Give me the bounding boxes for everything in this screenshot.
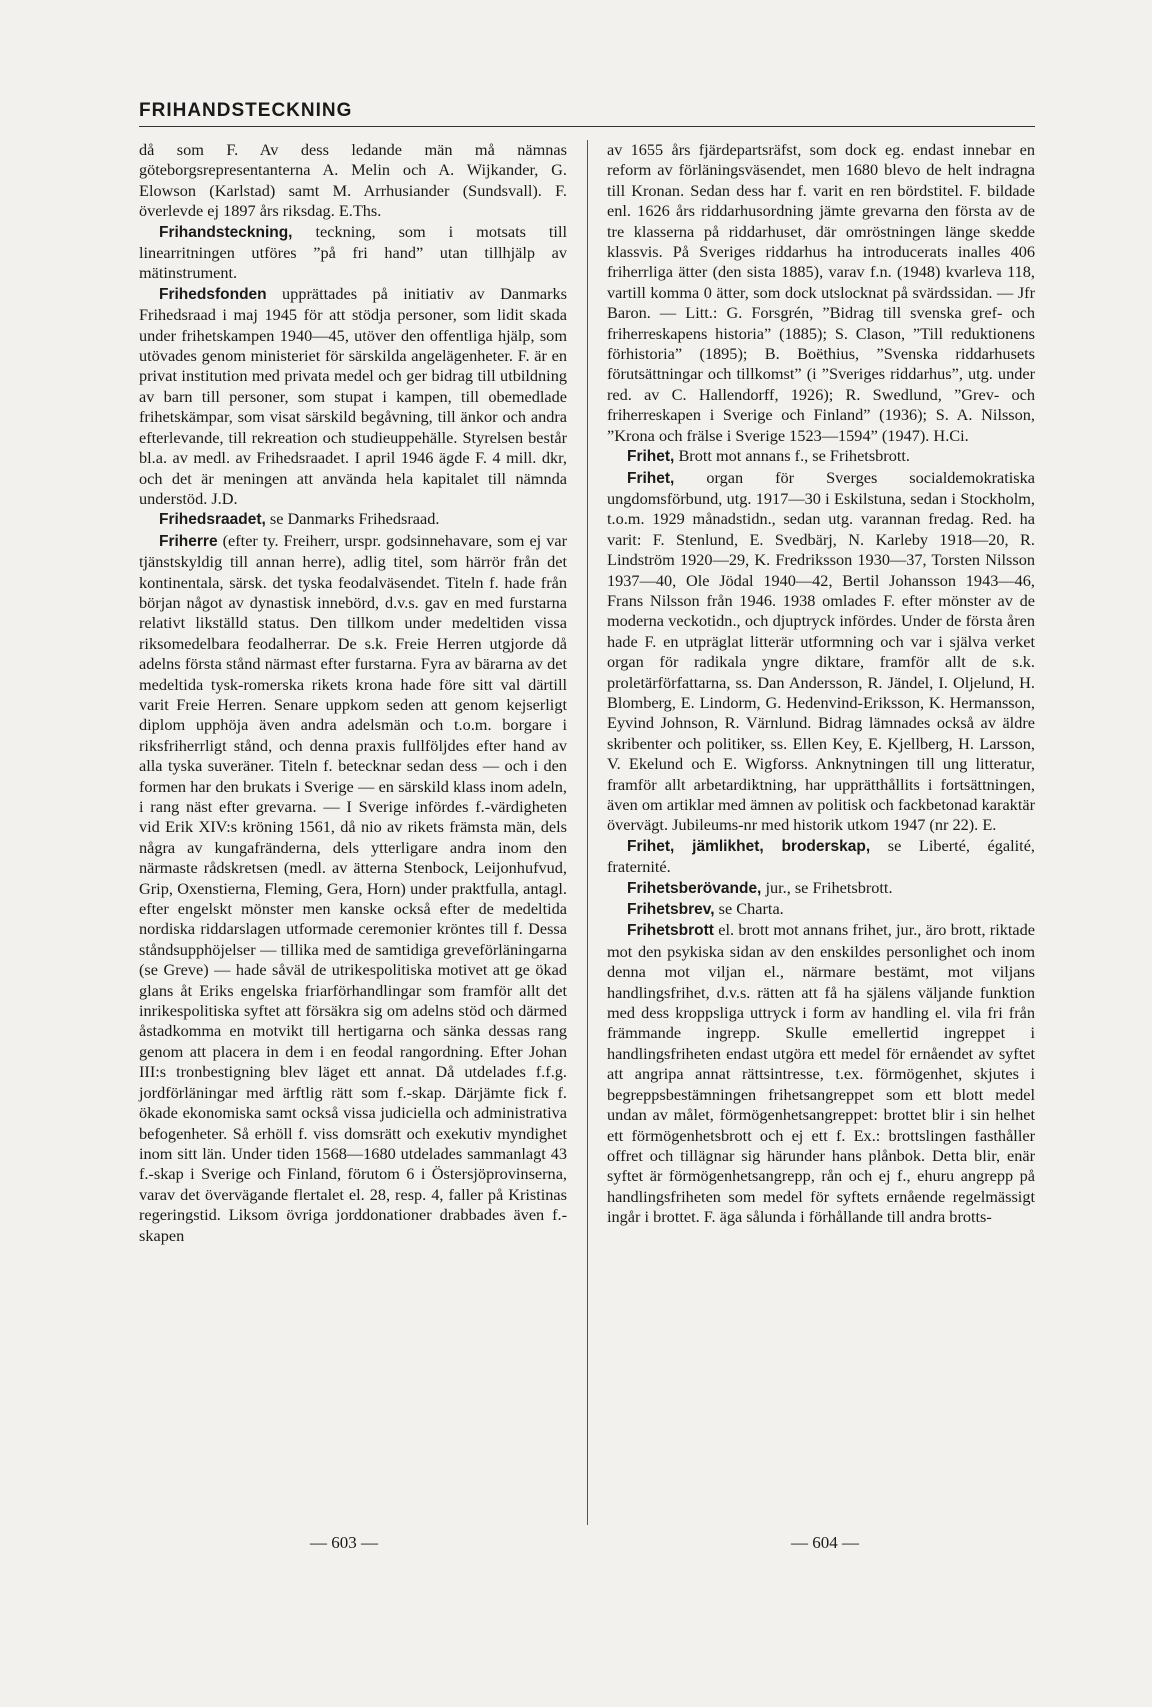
entry-frihetsberovande [607,878,1035,899]
headword: Frihandsteckning, [159,223,293,241]
entry-text: jur., se Frihetsbrott. [761,877,893,897]
right-column [607,140,1035,1228]
entry-text: se Danmarks Frihedsraad. [265,509,440,529]
entry-frihedsraadet [139,509,567,530]
column-divider [587,140,588,1525]
entry-continuation: av 1655 års fjärdepartsräfst, som dock eg. endast innebar en reform av förläningsväsendet, men 1680 blevo de helt indragna till Kronan. Sedan dess har f. varit en ren bördstitel. F. bildade enl. 1626 års riddarhusordning jämte grevarna den första av de tre klasserna på riddarhuset, där omröstningen länge skedde klassvis. På Sveriges riddarhus ha introducerats inalles 406 friherrliga ätter (den sista 1885), varav f.n. (1948) kvarleva 118, vartill komma 0 ätter, som dock utslocknat på svärdssidan. — Jfr Baron. — Litt.: G. Forsgrén, ”Bidrag till svenska gref- och friherreskapens historia” (1885); S. Clason, ”Till reduktionens förhistoria” (1895); B. Boëthius, ”Svenska riddarhusets förutsättningar och tillkomst” (i ”Sveriges riddarhus”, utg. under red. av C. Hallendorff, 1926); R. Swedlund, ”Grev- och friherreskapen i Sverige och Finland” (1936); S. A. Nilsson, ”Krona och frälse i Sverige 1523—1594” (1947). H.Ci. [607,140,1035,445]
entry-text: el. brott mot annans frihet, jur., äro brott, riktade mot den psykiska sidan av den enskildes personlighet och inom denna mot viljan el., närmare bestämt, mot viljans handlingsfrihet, d.v.s. rätten att få ha själens väljande funktion med dess kroppsliga uttryck i form av handling el. vila fri från främmande ingrepp. Skulle emellertid ingreppet i handlingsfriheten endast utgöra ett medel för ernåendet av syftet att angripa annat rättsintresse, t.ex. förmögenhet, skjutes i begreppsbestämningen frihetsangreppet som ett blott medel undan av målet, förmögenhetsangreppet: brottet blir i sin helhet ett förmögenhetsbrott och ej ett f. Ex.: brottslingen fasthåller offret och tillägnar sig härunder hans plånbok. Detta blir, enär syftet är förmögenhetsangrepp, rån och ej f., ehuru angrepp på handlingsfriheten som medel för syftets ernående regelmässigt ingår i brottet. F. äga sålunda i förhållande till andra brotts- [607,920,1035,1227]
headword: Frihedsfonden [159,285,267,303]
headword: Frihet, [627,469,675,487]
headword: Friherre [159,532,218,550]
entry-text: (efter ty. Freiherr, urspr. godsinnehavare, som ej var tjänstskyldig till annan herre), adlig titel, som härrör från det kontinentala, särsk. det tyska feodalväsendet. Titeln f. hade från början något av dynastisk innebörd, d.v.s. gav en med furstarna relativt likställd status. Den tillkom under medeltiden vissa riksomedelbara feodalherrar. De s.k. Freie Herren utgjorde då adelns första stånd närmast efter furstarna. Fyra av bärarna av det medeltida tysk-romerska rikets krona hade före sitt val därtill varit Freie Herren. Senare uppkom seden att genom kejserligt diplom upphöja även andra adelsmän och t.o.m. borgare i riksfriherrligt stånd, och denna praxis fullföljdes efter hand av alla tyska suveräner. Titeln f. betecknar sedan dess — och i den formen har den brukats i Sverige — en särskild klass inom adeln, i rang näst efter grevarna. — I Sverige infördes f.-värdigheten vid Erik XIV:s kröning 1561, då nio av rikets främsta män, dels några av kungafränderna, dels ytterligare andra inom den närmaste rådskretsen (medl. av ätterna Stenbock, Leijonhufvud, Grip, Oxenstierna, Fleming, Gera, Horn) under praktfulla, antagl. efter engelskt mönster men kanske också efter de medeltida nordiska riddarslagen utformade ceremonier kröntes till f. Dessa ståndsupphöjelser — tillika med de samtidiga greveförläningarna (se Greve) — hade såväl de utrikespolitiska motivet att ge ökad glans åt Eriks engelska friarförhandlingar som framför allt det inrikespolitiska syftet att försäkra sig om adelns stöd och därmed åstadkomma en motvikt till hertigarna och sänka dessas rang genom att placera in dem i en feodal rangordning. Efter Johan III:s tronbestigning blev läget ett annat. Då utdelades f.f.g. jordförläningar med ärftlig rätt som f.-skap. Därjämte fick f. ökade ekonomiska samt också vissa judiciella och administrativa befogenheter. Så erhöll f. viss domsrätt och exekutiv myndighet inom sitt län. Under tiden 1568—1680 utdelades sammanlagt 43 f.-skap i Sverige och Finland, förutom 6 i Östersjöprovinserna, varav det övervägande flertalet el. 28, resp. 4, faller på Kristinas regeringstid. Liksom övriga jorddonationer drabbades även f.-skapen [139,530,567,1245]
headword: Frihedsraadet, [159,511,266,529]
entry-continuation: då som F. Av dess ledande män må nämnas göteborgsrepresentanterna A. Melin och A. Wijkander, G. Elowson (Karlstad) samt M. Arrhusiander (Sundsvall). F. överlevde ej 1897 års riksdag. E.Ths. [139,140,567,221]
entry-text: se Charta. [714,899,784,919]
headword: Frihet, [627,448,675,466]
headword: Frihet, jämlikhet, broderskap, [627,837,871,855]
entry-friherre [139,531,567,1246]
entry-frihetsbrev [607,899,1035,920]
entry-text: teckning, som i motsats till linearritningen utföres ”på fri hand” utan tillhjälp av mätinstrument. [139,221,567,283]
entry-frihet-jamlikhet [607,836,1035,878]
headword: Frihetsberövande, [627,879,762,897]
headword: Frihetsbrev, [627,901,715,919]
entry-frihetsbrott [607,920,1035,1227]
running-head: FRIHANDSTECKNING [139,100,353,121]
entry-frihet-organ [607,468,1035,836]
entry-text: Brott mot annans f., se Frihetsbrott. [674,446,910,466]
entry-text: se Liberté, égalité, fraternité. [607,835,1036,877]
left-column [139,140,567,1246]
entry-frihedsfonden [139,284,567,509]
headword: Frihetsbrott [627,922,714,940]
entry-frihet-brott [607,446,1035,467]
entry-text: organ för Sverges socialdemokratiska ungdomsförbund, utg. 1917—30 i Eskilstuna, sedan i Stockholm, t.o.m. 1929 månadstidn., sedan utg. varannan fredag. Red. ha varit: F. Stenlund, E. Svedbärj, N. Karleby 1918—20, R. Lindström 1920—29, K. Fredriksson 1930—37, Torsten Nilsson 1937—40, Ole Jödal 1940—42, Bertil Johansson 1943—46, Frans Nilsson från 1946. 1938 omlades F. efter mönster av de moderna veckotidn., och djuptryck infördes. Under de första åren hade F. en utpräglat litterär utformning och var i själva verket organ för radikala yngre diktare, framför allt de s.k. proletärförfattarna, ss. Dan Andersson, R. Jändel, I. Oljelund, H. Blomberg, E. Lindorm, G. Hedenvind-Eriksson, K. Hermansson, Eyvind Johnson, R. Värnlund. Bidrag lämnades också av äldre skribenter och politiker, ss. Ellen Key, E. Kjellberg, H. Larsson, V. Ekelund och E. Wigforss. Anknytningen till ung litteratur, framför allt arbetardiktning, har upprätthållits i fortsättningen, även om artiklar med ämnen av politisk och fackbetonad karaktär övervägt. Jubileums-nr med historik utkom 1947 (nr 22). E. [607,467,1035,835]
page-number-left: — 603 — [310,1533,378,1552]
entry-text: upprättades på initiativ av Danmarks Frihedsraad i maj 1945 för att stödja personer, som lidit skada under frihetskampen 1940—45, utöver den offentliga hjälp, som utövades genom ministeriet för särskilda angelägenheter. F. är en privat institution med privata medel och ger bidrag till utbildning av barn till personer, som stupat i kampen, till obemedlade frihetskämpar, som visat särskild begåvning, till änkor och andra efterlevande, till rekreation och studieuppehälle. Styrelsen består bl.a. av medl. av Frihedsraadet. I april 1946 ägde F. 4 mill. dkr, och det är meningen att använda hela kapitalet till nämnda understöd. J.D. [139,283,567,508]
entry-frihandsteckning [139,222,567,284]
page-header [139,100,1035,127]
page-number-right: — 604 — [791,1533,859,1552]
